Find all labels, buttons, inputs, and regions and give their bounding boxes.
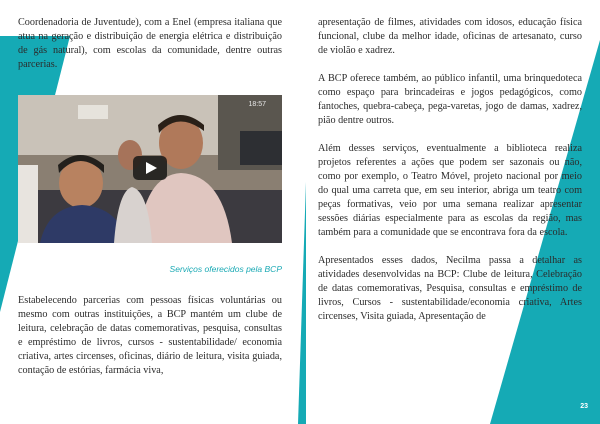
paragraph-text: Estabelecendo parcerias com pessoas físicas voluntárias ou mesmo com outras instituições, a BCP mantém um clube de leitura, celebração de datas comemorativas, pesquisa, consultas e empréstimo de livros, cursos - sustentabilidade/ economia criativa, artes circenses, oficinas, diário de leitura, visita guiada, contação de estórias, farmácia viva, <box>18 295 282 376</box>
paragraph-text: Além desses serviços, eventualmente a biblioteca realiza projetos referentes a ações que podem ser sazonais ou não, como por exemplo, o Teatro Móvel, projeto nacional por meio do qual uma carreta que, em seu interior, abriga um teatro com peças formativas, veio por uma semana realizar apresentar sessões diárias especialmente para as escolas da região, mas também para a comunidade que se encontrava fora da escola. <box>318 143 582 238</box>
paragraph-text: Coordenadoria de Juventude), com a Enel (empresa italiana que atua na geração e distribuição de energia elétrica e distribuição de gás natural), com escolas da comunidade, dentre outras parcerias. <box>18 17 282 70</box>
paragraph-text: Apresentados esses dados, Necilma passa a detalhar as atividades desenvolvidas na BCP: Clube de leitura, Celebração de datas comemorativas, Pesquisa, consultas e empréstimo de livros, Cursos - sustentabilidade/economia criativa, Artes circenses, Visita guiada, Apresentação de <box>318 255 582 322</box>
right-column <box>318 16 582 338</box>
video-player[interactable] <box>18 95 282 243</box>
figure-caption: Serviços oferecidos pela BCP <box>169 264 282 274</box>
white-left-wedge-cut <box>0 0 18 36</box>
left-top-paragraph <box>18 16 282 72</box>
paragraph-text: apresentação de filmes, atividades com idosos, educação física funcional, clube da melhor idade, oficinas de artesanato, curso de violão e xadrez. <box>318 17 582 56</box>
left-bottom-paragraph <box>18 294 282 378</box>
page-number: 23 <box>580 403 588 410</box>
play-icon[interactable] <box>133 156 167 180</box>
paragraph-text: A BCP oferece também, ao público infantil, uma brinquedoteca como espaço para brincadeiras e jogos pedagógicos, como fantoches, quebra-cabeça, pega-varetas, jogo de damas, xadrez, pião dentre outros. <box>318 73 582 126</box>
video-duration: 18:57 <box>248 101 266 108</box>
